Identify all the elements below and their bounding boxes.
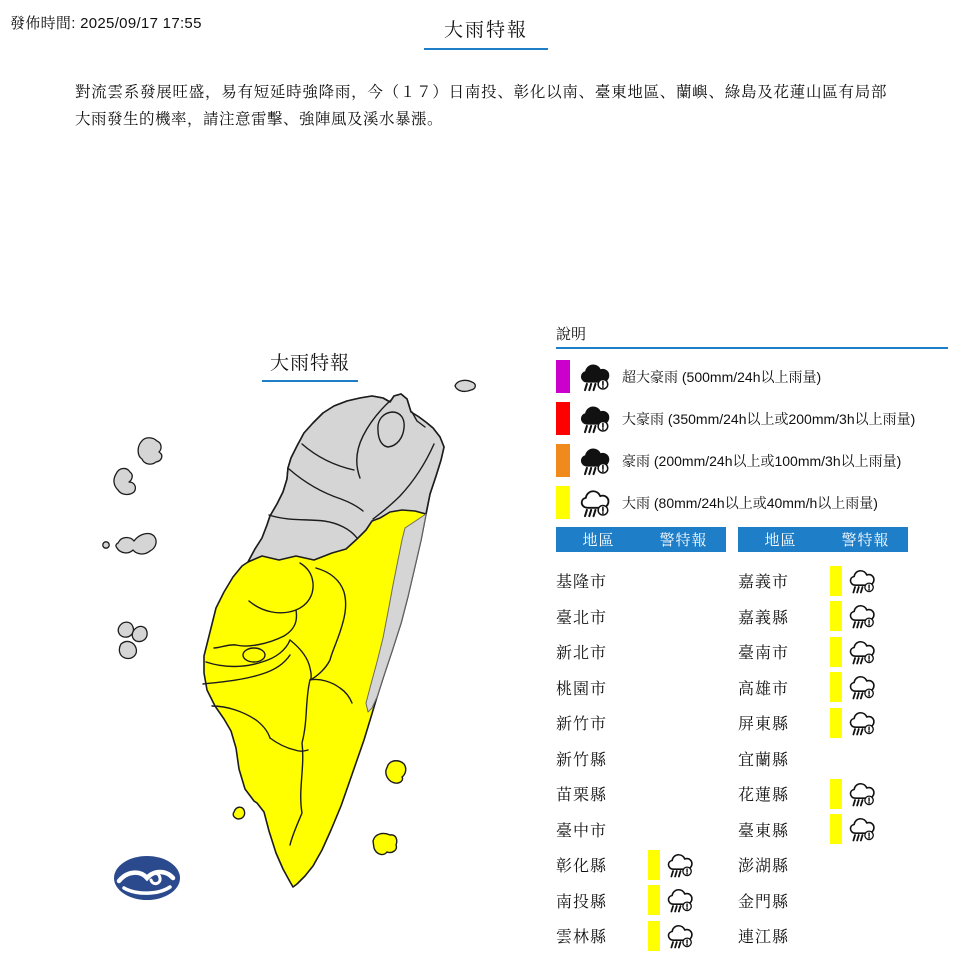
outline-rain-cloud-icon bbox=[666, 922, 696, 950]
taiwan-warning-map bbox=[100, 335, 560, 960]
region-name: 花蓮縣 bbox=[738, 787, 790, 805]
region-name: 新北市 bbox=[556, 645, 608, 663]
region-name: 臺東縣 bbox=[738, 822, 790, 840]
warning-cell bbox=[648, 885, 696, 915]
warning-cell bbox=[648, 850, 696, 880]
color-swatch bbox=[556, 402, 570, 435]
black-rain-cloud-icon bbox=[578, 403, 614, 435]
warning-cell bbox=[830, 637, 878, 667]
black-rain-cloud-icon bbox=[578, 361, 614, 393]
region-row bbox=[556, 776, 726, 812]
region-row bbox=[556, 918, 726, 954]
warning-cell bbox=[830, 779, 878, 809]
region-name: 雲林縣 bbox=[556, 929, 608, 947]
region-tables bbox=[556, 527, 948, 954]
legend-label: 大豪雨 (350mm/24h以上或200mm/3h以上雨量) bbox=[622, 410, 916, 427]
table-body bbox=[738, 563, 908, 954]
warning-cell bbox=[830, 814, 878, 844]
region-row bbox=[738, 847, 908, 883]
region-name: 宜蘭縣 bbox=[738, 751, 790, 769]
warning-level-bar bbox=[830, 566, 842, 596]
warning-level-bar bbox=[830, 672, 842, 702]
legend-divider bbox=[556, 347, 948, 349]
region-row bbox=[738, 918, 908, 954]
warning-level-bar bbox=[648, 850, 660, 880]
legend-and-tables-panel bbox=[556, 323, 948, 954]
region-name: 金門縣 bbox=[738, 893, 790, 911]
region-row bbox=[556, 670, 726, 706]
legend-item bbox=[556, 484, 948, 521]
legend-item bbox=[556, 358, 948, 395]
warning-level-bar bbox=[830, 814, 842, 844]
warning-level-bar bbox=[830, 637, 842, 667]
region-row bbox=[556, 563, 726, 599]
outline-rain-cloud-icon bbox=[848, 815, 878, 843]
warning-level-bar bbox=[830, 779, 842, 809]
outline-rain-cloud-icon bbox=[848, 709, 878, 737]
header-region: 地區 bbox=[764, 532, 797, 549]
region-name: 苗栗縣 bbox=[556, 787, 608, 805]
region-row bbox=[738, 883, 908, 919]
region-name: 連江縣 bbox=[738, 929, 790, 947]
outline-rain-cloud-icon bbox=[848, 567, 878, 595]
region-name: 彰化縣 bbox=[556, 858, 608, 876]
region-row bbox=[556, 812, 726, 848]
outline-rain-cloud-icon bbox=[848, 638, 878, 666]
region-table-left bbox=[556, 527, 726, 954]
legend-title: 說明 bbox=[556, 326, 587, 343]
header-warning: 警特報 bbox=[659, 532, 708, 549]
outline-rain-cloud-icon bbox=[848, 602, 878, 630]
table-header bbox=[556, 527, 726, 552]
region-name: 南投縣 bbox=[556, 893, 608, 911]
legend-label: 大雨 (80mm/24h以上或40mm/h以上雨量) bbox=[622, 494, 878, 511]
color-swatch bbox=[556, 444, 570, 477]
outline-rain-cloud-icon bbox=[848, 673, 878, 701]
region-name: 臺南市 bbox=[738, 645, 790, 663]
map-title: 大雨特報 bbox=[262, 348, 358, 382]
region-row bbox=[738, 812, 908, 848]
page-title: 大雨特報 bbox=[424, 15, 548, 50]
legend-item bbox=[556, 442, 948, 479]
legend-item bbox=[556, 400, 948, 437]
region-name: 高雄市 bbox=[738, 680, 790, 698]
region-name: 嘉義市 bbox=[738, 574, 790, 592]
region-name: 屏東縣 bbox=[738, 716, 790, 734]
region-row bbox=[556, 634, 726, 670]
region-row bbox=[556, 883, 726, 919]
warning-level-bar bbox=[830, 708, 842, 738]
region-row bbox=[738, 634, 908, 670]
outline-rain-cloud-icon bbox=[666, 851, 696, 879]
region-name: 臺中市 bbox=[556, 822, 608, 840]
warning-cell bbox=[830, 672, 878, 702]
region-name: 基隆市 bbox=[556, 574, 608, 592]
legend-list bbox=[556, 358, 948, 521]
region-row bbox=[738, 705, 908, 741]
warning-cell bbox=[648, 921, 696, 951]
outline-rain-cloud-icon bbox=[848, 780, 878, 808]
region-row bbox=[738, 599, 908, 635]
region-row bbox=[556, 599, 726, 635]
region-row bbox=[556, 741, 726, 777]
region-row bbox=[556, 847, 726, 883]
warning-cell bbox=[830, 708, 878, 738]
color-swatch bbox=[556, 486, 570, 519]
header-region: 地區 bbox=[582, 532, 615, 549]
cwa-logo bbox=[114, 856, 180, 900]
legend-label: 超大豪雨 (500mm/24h以上雨量) bbox=[622, 368, 822, 385]
legend-label: 豪雨 (200mm/24h以上或100mm/3h以上雨量) bbox=[622, 452, 902, 469]
region-table-right bbox=[738, 527, 908, 954]
warning-level-bar bbox=[648, 885, 660, 915]
region-name: 澎湖縣 bbox=[738, 858, 790, 876]
outline-rain-cloud-icon bbox=[578, 487, 614, 519]
region-name: 新竹市 bbox=[556, 716, 608, 734]
region-row bbox=[738, 563, 908, 599]
region-name: 桃園市 bbox=[556, 680, 608, 698]
color-swatch bbox=[556, 360, 570, 393]
table-header bbox=[738, 527, 908, 552]
region-row bbox=[556, 705, 726, 741]
table-body bbox=[556, 563, 726, 954]
region-row bbox=[738, 776, 908, 812]
region-name: 臺北市 bbox=[556, 609, 608, 627]
warning-description: 對流雲系發展旺盛，易有短延時強降雨，今（１７）日南投、彰化以南、臺東地區、蘭嶼、綠島及花蓮山區有局部大雨發生的機率，請注意雷擊、強陣風及溪水暴漲。 bbox=[75, 84, 887, 128]
publish-time: 發佈時間: 2025/09/17 17:55 bbox=[10, 15, 202, 32]
region-name: 新竹縣 bbox=[556, 751, 608, 769]
header-warning: 警特報 bbox=[841, 532, 890, 549]
warning-level-bar bbox=[830, 601, 842, 631]
region-name: 嘉義縣 bbox=[738, 609, 790, 627]
warning-level-bar bbox=[648, 921, 660, 951]
region-row bbox=[738, 670, 908, 706]
outline-rain-cloud-icon bbox=[666, 886, 696, 914]
warning-cell bbox=[830, 566, 878, 596]
region-row bbox=[738, 741, 908, 777]
black-rain-cloud-icon bbox=[578, 445, 614, 477]
warning-cell bbox=[830, 601, 878, 631]
